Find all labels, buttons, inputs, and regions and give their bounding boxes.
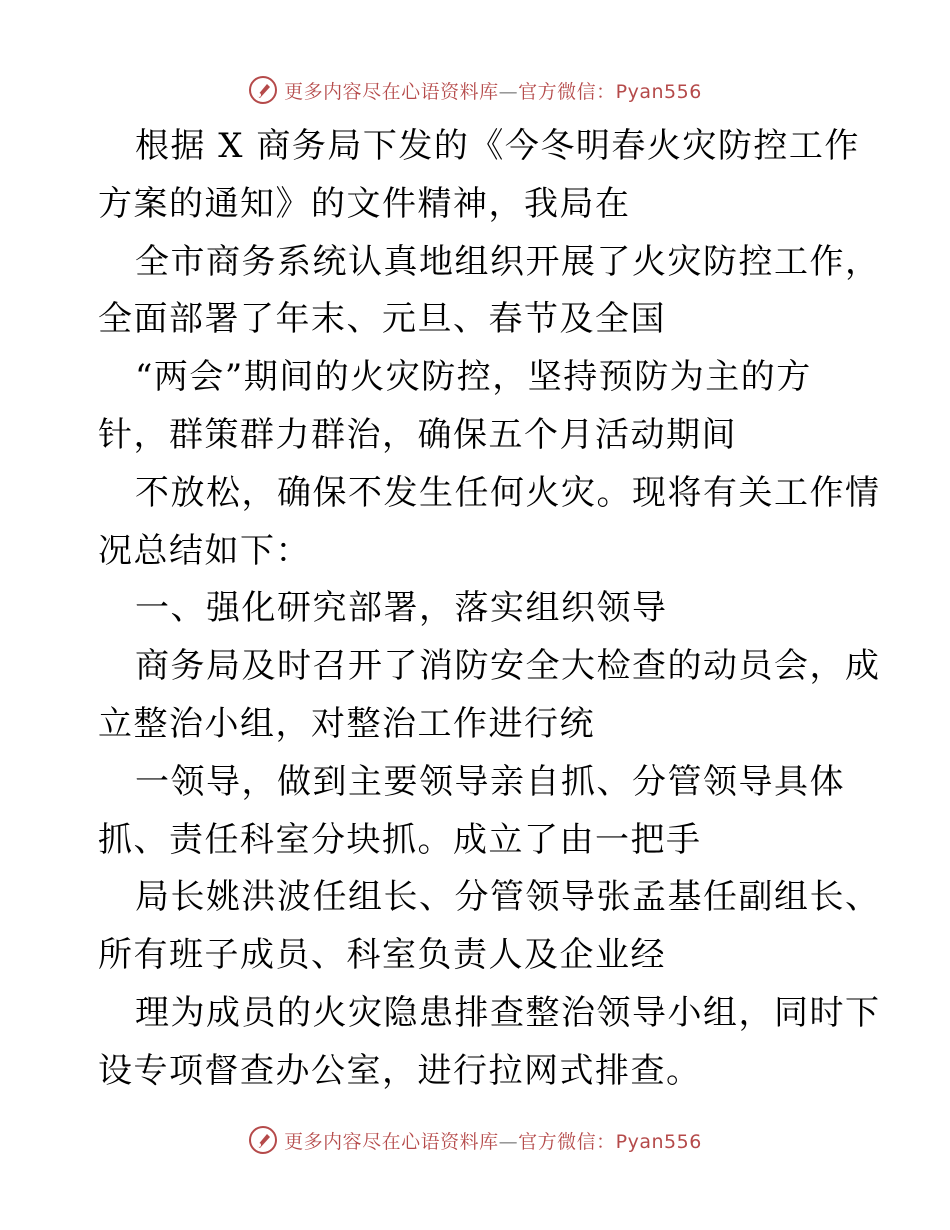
text-line: 立整治小组，对整治工作进行统 xyxy=(98,703,595,744)
pen-nib-seal-icon xyxy=(248,1125,278,1155)
section-heading: 一、强化研究部署，落实组织领导 xyxy=(135,588,668,629)
text-line: 根据 X 商务局下发的《今冬明春火灾防控工作 xyxy=(135,126,860,166)
footer-watermark-banner xyxy=(0,1120,950,1160)
text-line: 抓、责任科室分块抓。成立了由一把手 xyxy=(98,819,702,860)
text-line: “两会”期间的火灾防控，坚持预防为主的方 xyxy=(135,357,812,398)
text-line: 不放松，确保不发生任何火灾。现将有关工作情 xyxy=(135,472,881,513)
text-line: 全市商务系统认真地组织开展了火灾防控工作， xyxy=(135,241,881,282)
text-line: 针，群策群力群治，确保五个月活动期间 xyxy=(98,414,737,455)
text-line: 所有班子成员、科室负责人及企业经 xyxy=(98,935,666,976)
text-line: 方案的通知》的文件精神，我局在 xyxy=(98,183,631,224)
text-line: 局长姚洪波任组长、分管领导张孟基任副组长、 xyxy=(135,877,881,918)
document-body xyxy=(98,118,881,1101)
text-line: 设专项督查办公室，进行拉网式排查。 xyxy=(98,1050,702,1091)
banner-text: 更多内容尽在心语资料库—官方微信：Pyan556 xyxy=(284,1130,702,1153)
text-line: 一领导，做到主要领导亲自抓、分管领导具体 xyxy=(135,761,845,802)
text-line: 全面部署了年末、元旦、春节及全国 xyxy=(98,299,666,340)
text-line: 理为成员的火灾隐患排查整治领导小组，同时下 xyxy=(135,992,881,1033)
text-line: 况总结如下： xyxy=(98,530,311,571)
header-watermark-banner xyxy=(0,70,950,110)
text-line: 商务局及时召开了消防安全大检查的动员会，成 xyxy=(135,646,881,687)
banner-text: 更多内容尽在心语资料库—官方微信：Pyan556 xyxy=(284,80,702,103)
pen-nib-seal-icon xyxy=(248,75,278,105)
